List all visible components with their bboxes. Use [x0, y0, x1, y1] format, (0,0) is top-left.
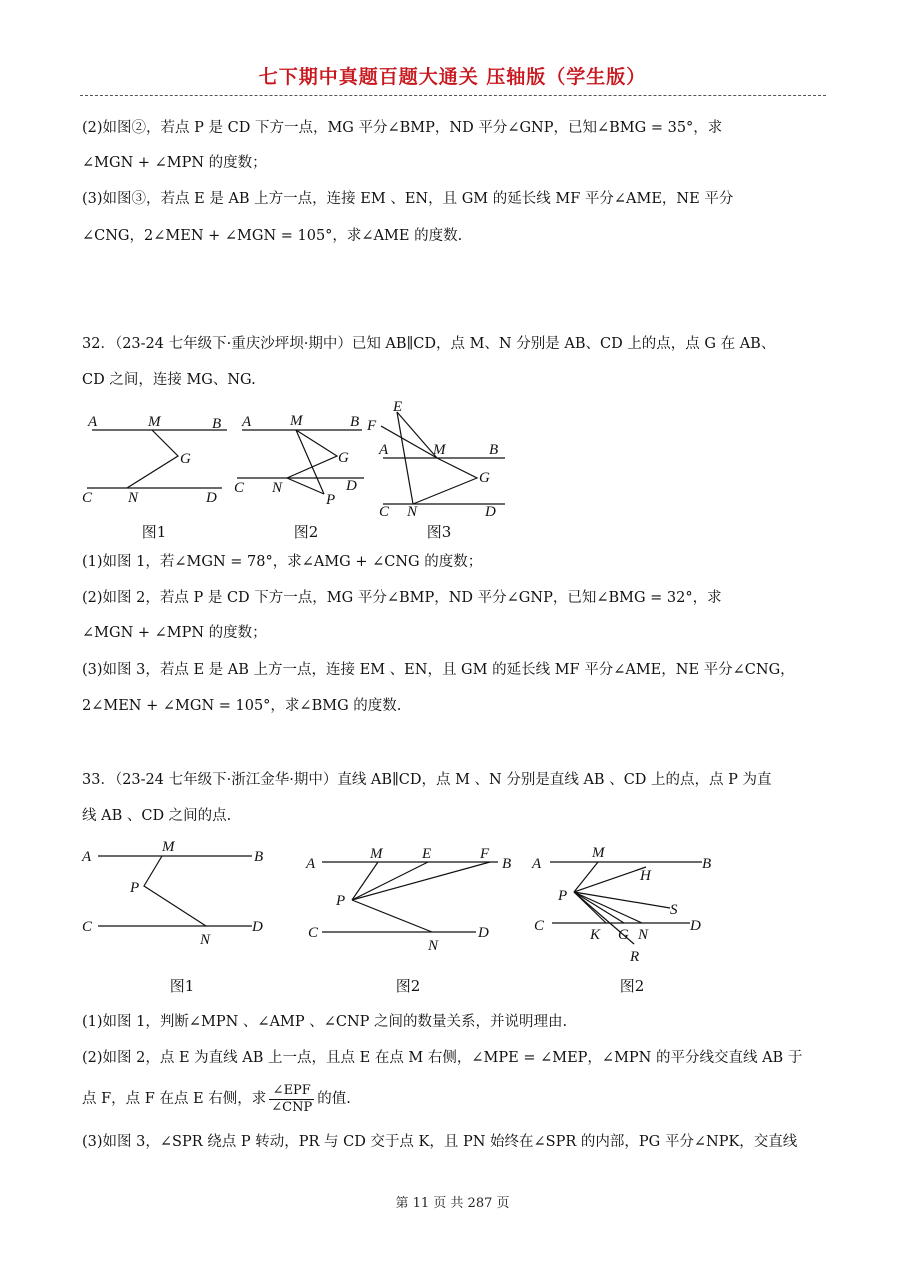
question-33-part-2-text: 的值. [317, 1091, 351, 1107]
label-P: P [558, 888, 568, 904]
label-M: M [592, 845, 605, 861]
question-33-stem: 33．（23-24 七年级下·浙江金华·期中）直线 AB∥CD，点 M 、N 分别是直线 AB 、CD 上的点，点 P 为直 [82, 772, 772, 788]
question-33-part-1: (1)如图 1，判断∠MPN 、∠AMP 、∠CNP 之间的数量关系，并说明理由. [82, 1014, 568, 1030]
label-B: B [489, 442, 499, 458]
label-B: B [212, 416, 222, 432]
label-C: C [82, 490, 93, 506]
label-N: N [200, 932, 211, 948]
question-32-part-2: ∠MGN + ∠MPN 的度数； [82, 625, 267, 641]
label-D: D [252, 919, 263, 935]
label-B: B [502, 856, 512, 872]
label-M: M [162, 839, 175, 855]
label-G: G [338, 450, 349, 466]
question-32-part-3: 2∠MEN + ∠MGN = 105°，求∠BMG 的度数. [82, 698, 402, 714]
label-A: A [82, 849, 92, 865]
label-M: M [370, 846, 383, 862]
page-header-title: 七下期中真题百题大通关 压轴版（学生版） [258, 66, 647, 88]
text-line: ∠CNG，2∠MEN + ∠MGN = 105°，求∠AME 的度数. [82, 228, 463, 244]
label-C: C [379, 504, 390, 520]
q32-figure-3-caption: 图3 [426, 523, 452, 541]
label-S: S [670, 902, 678, 918]
fraction-denominator: ∠CNP [271, 1099, 313, 1115]
label-D: D [690, 918, 701, 934]
label-C: C [82, 919, 93, 935]
header-divider [80, 95, 826, 96]
q33-figure-3 [530, 840, 720, 972]
q32-figure-3 [365, 396, 515, 525]
label-G: G [479, 470, 490, 486]
label-A: A [88, 414, 98, 430]
question-32-part-3: (3)如图 3，若点 E 是 AB 上方一点，连接 EM 、EN，且 GM 的延长线 MF 平分∠AME，NE 平分∠CNG， [82, 662, 795, 678]
label-B: B [350, 414, 360, 430]
text-line: (3)如图③，若点 E 是 AB 上方一点，连接 EM 、EN，且 GM 的延长线 MF 平分∠AME，NE 平分 [82, 191, 734, 207]
q32-figure-2-caption: 图2 [293, 523, 319, 541]
label-H: H [640, 868, 651, 884]
label-A: A [379, 442, 389, 458]
label-N: N [272, 480, 283, 496]
label-N: N [407, 504, 418, 520]
question-33-stem: 线 AB 、CD 之间的点. [82, 808, 232, 824]
label-A: A [306, 856, 316, 872]
label-F: F [480, 846, 490, 862]
label-P: P [326, 492, 336, 508]
fraction [269, 1083, 314, 1116]
question-33-part-2-text: 点 F，点 F 在点 E 右侧，求 [82, 1091, 267, 1107]
label-M: M [290, 413, 303, 429]
label-D: D [206, 490, 217, 506]
label-G: G [180, 451, 191, 467]
q32-figure-1-caption: 图1 [141, 523, 167, 541]
question-33-part-2-fraction-line [82, 1080, 351, 1118]
label-P: P [130, 880, 140, 896]
label-E: E [393, 399, 403, 415]
q33-figure-3-caption: 图2 [619, 977, 645, 995]
question-32-stem: 32．（23-24 七年级下·重庆沙坪坝·期中）已知 AB∥CD，点 M、N 分别是 AB、CD 上的点，点 G 在 AB、 [82, 336, 776, 352]
q33-figure-1-caption: 图1 [169, 977, 195, 995]
label-M: M [148, 414, 161, 430]
question-33-part-2: (2)如图 2，点 E 为直线 AB 上一点，且点 E 在点 M 右侧，∠MPE = ∠MEP，∠MPN 的平分线交直线 AB 于 [82, 1050, 803, 1066]
label-C: C [534, 918, 545, 934]
label-M: M [433, 442, 446, 458]
label-D: D [346, 478, 357, 494]
label-P: P [336, 893, 346, 909]
question-33-part-3: (3)如图 3，∠SPR 绕点 P 转动，PR 与 CD 交于点 K，且 PN 始终在∠SPR 的内部，PG 平分∠NPK，交直线 [82, 1134, 798, 1150]
text-line: ∠MGN + ∠MPN 的度数； [82, 155, 267, 171]
label-N: N [128, 490, 139, 506]
label-E: E [422, 846, 432, 862]
q32-figure-1 [82, 408, 232, 512]
label-N: N [428, 938, 439, 954]
label-C: C [234, 480, 245, 496]
label-A: A [532, 856, 542, 872]
label-N: N [638, 927, 649, 943]
label-B: B [254, 849, 264, 865]
label-R: R [630, 949, 640, 965]
label-K: K [590, 927, 601, 943]
page-footer: 第 11 页 共 287 页 [395, 1196, 510, 1211]
question-32-part-2: (2)如图 2，若点 P 是 CD 下方一点，MG 平分∠BMP，ND 平分∠GNP，已知∠BMG = 32°，求 [82, 590, 722, 606]
q33-figure-1 [80, 836, 270, 952]
label-D: D [485, 504, 496, 520]
label-F: F [367, 418, 377, 434]
label-A: A [242, 414, 252, 430]
question-32-part-1: (1)如图 1，若∠MGN = 78°，求∠AMG + ∠CNG 的度数； [82, 554, 483, 570]
text-line: (2)如图②，若点 P 是 CD 下方一点，MG 平分∠BMP，ND 平分∠GNP，已知∠BMG = 35°，求 [82, 120, 723, 136]
label-G: G [618, 927, 629, 943]
fraction-numerator: ∠EPF [269, 1083, 314, 1100]
label-C: C [308, 925, 319, 941]
q33-figure-2 [304, 840, 519, 962]
label-D: D [478, 925, 489, 941]
label-B: B [702, 856, 712, 872]
q33-figure-2-caption: 图2 [395, 977, 421, 995]
question-32-stem: CD 之间，连接 MG、NG. [82, 372, 256, 388]
q32-figure-2 [232, 408, 372, 512]
